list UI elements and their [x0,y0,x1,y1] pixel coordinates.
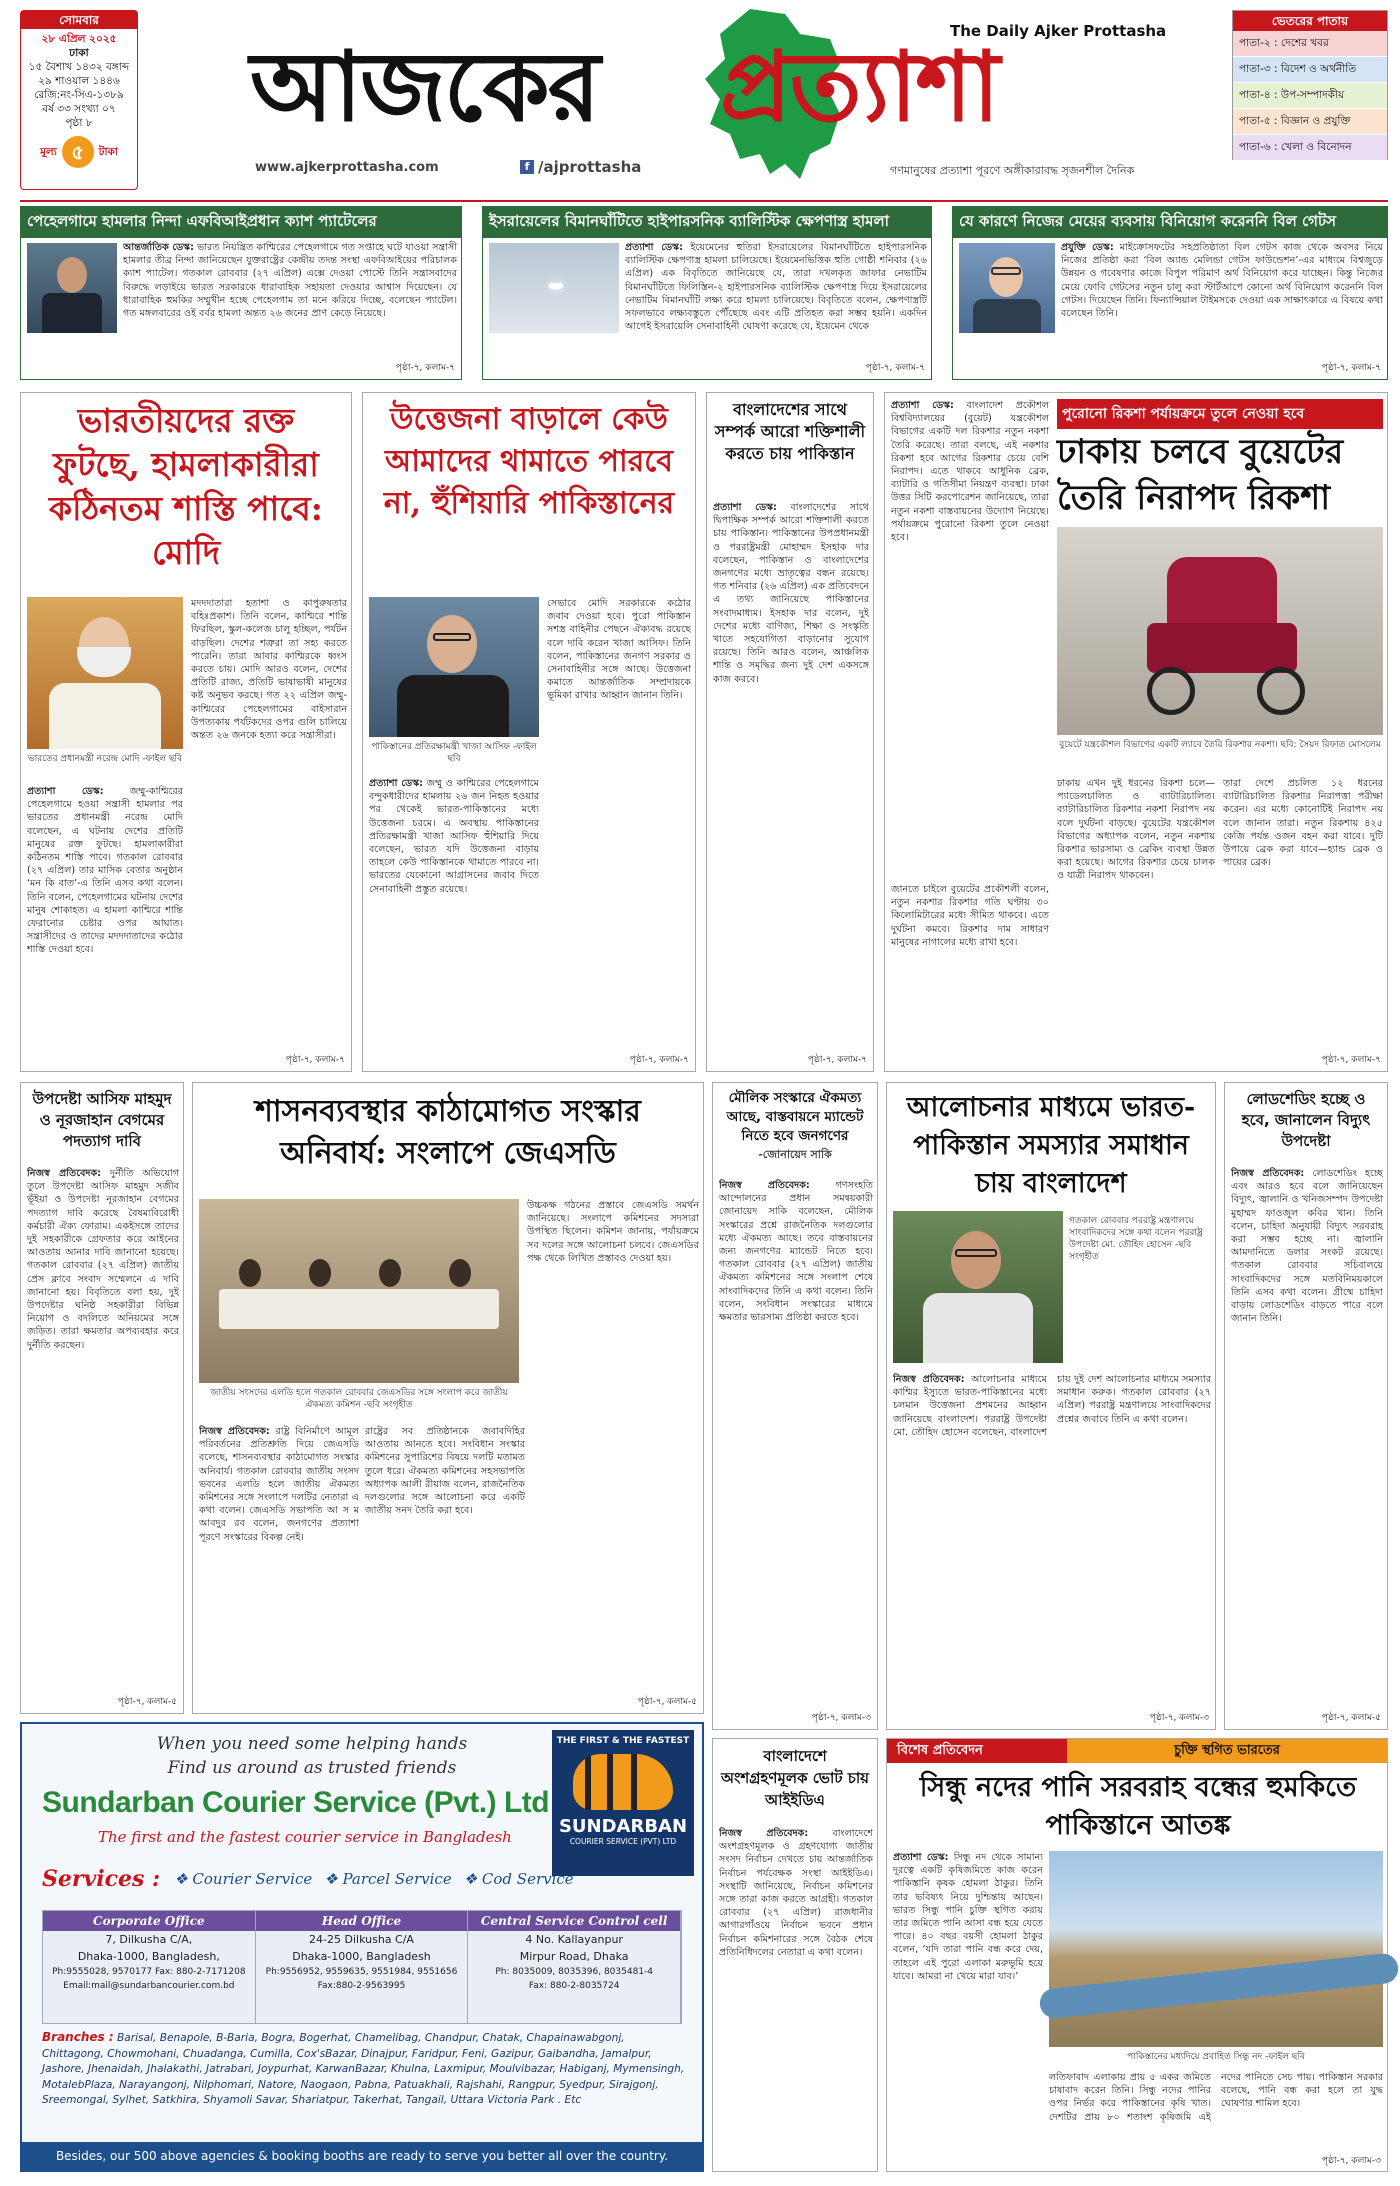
ad-office-title: Head Office [256,1911,468,1931]
index-item[interactable]: পাতা-৫ : বিজ্ঞান ও প্রযুক্তি [1233,109,1387,135]
story-modi-col1 [27,785,183,1065]
teaser-gates-title: যে কারণে নিজের মেয়ের ব্যবসায় বিনিয়োগ করেননি বিল গেটস [953,207,1387,238]
diamond-bullet-icon: ❖ [324,1870,343,1888]
teaser-fbi-title: পেহেলগামে হামলার নিন্দা এফবিআইপ্রধান ক্যাশ প্যাটেলের [21,207,461,238]
ad-office-line: 4 No. Kallayanpur [525,1933,623,1946]
story-rickshaw-lead: প্রত্যাশা ডেস্ক: [891,400,954,411]
facebook-icon: f [520,160,534,174]
story-ind-pak-headline: আলোচনার মাধ্যমে ভারত-পাকিস্তান সমস্যার সমাধান চায় বাংলাদেশ [906,1092,1196,1199]
ad-tagline-1: When you need some helping hands [156,1734,468,1754]
story-rickshaw-kicker: পুরোনো রিকশা পর্যায়ক্রমে তুলে নেওয়া হবে [1057,399,1383,429]
ad-sundarban[interactable] [20,1722,704,2172]
dateline-city: ঢাকা [69,47,89,59]
title-part-2: প্রত্যাশা [720,30,999,143]
masthead [0,0,1400,202]
story-indus-kicker-right: চুক্তি স্থগিত ভারতের [1067,1739,1387,1763]
ad-office-line: 7, Dilkusha C/A, [105,1933,193,1946]
facebook-handle: /ajprottasha [538,158,642,176]
ad-office-line: Dhaka-1000, Bangladesh [292,1950,431,1963]
ad-branches-label: Branches : [42,2030,114,2044]
newspaper-title [250,18,1230,168]
teaser-israel-body [625,241,927,359]
story-reform-col1 [199,1425,359,1691]
website-link[interactable]: www.ajkerprottasha.com [255,160,439,175]
ad-office-title: Central Service Control cell [468,1911,680,1931]
ad-office-line: Fax:880-2-9563995 [317,1981,406,1991]
ad-office-line: Mirpur Road, Dhaka [519,1950,629,1963]
story-asif-ref: পৃষ্ঠা-৭, কলাম-৫ [117,1697,177,1707]
dateline-reg: রেজি:নং-সিএ-১৩৮৯ [34,89,124,101]
story-bd-pak-lead: প্রত্যাশা ডেস্ক: [713,502,777,513]
story-bd-pak-body [713,501,869,1049]
story-bd-pak-headline: বাংলাদেশের সাথে সম্পর্ক আরো শক্তিশালী করতে চায় পাকিস্তান [714,400,866,463]
story-modi-caption: ভারতের প্রধানমন্ত্রী নরেন্দ্র মোদি -ফাইল ছবি [27,754,183,764]
teaser-gates[interactable] [952,206,1388,380]
story-bd-pak-ref: পৃষ্ঠা-৭, কলাম-৭ [807,1055,867,1065]
story-modi[interactable] [20,392,352,1072]
story-asif-text: দুর্নীতি অভিযোগ তুলে উপদেষ্টা আসিফ মাহমুদ সজীব ভূঁইয়া ও উপদেষ্টা নূরজাহান বেগমের পদত্যাগ দাবি করেছে বৈষম্যবিরোধী কর্মচারী ঐক্য ফোরাম। একইসঙ্গে তাদের দুই সহকারীকে গ্রেফতার করে আইনের আওতায় আনার দাবি জানানো হয়েছে। গতকাল রোববার (২৭ এপ্রিল) জাতীয় প্রেস ক্লাবে সংবাদ সম্মেলনে এ দাবি জানানো হয়। বিবৃতিতে বলা হয়, দুই উপদেষ্টার ঘনিষ্ঠ সহকারীরা বিভিন্ন নিয়োগ ও বদলিতে অনিয়মের সঙ্গে জড়িত। তারা ক্ষমতার অপব্যবহার করে দুর্নীতি করছেন। [27,1168,179,1351]
story-reform-photo [199,1199,519,1383]
ad-logo-sub: COURIER SERVICE (PVT) LTD [569,1837,677,1846]
dateline-date-bn: ১৫ বৈশাখ ১৪৩২ বঙ্গাব্দ [28,61,130,73]
index-title: ভেতরের পাতায় [1233,11,1387,31]
teaser-fbi[interactable] [20,206,462,380]
story-asif[interactable] [20,1082,184,1714]
index-list [1233,31,1387,161]
ad-office [468,1911,681,2023]
index-item[interactable]: পাতা-৬ : খেলা ও বিনোদন [1233,135,1387,161]
ad-tagline-2: Find us around as trusted friends [167,1758,457,1778]
teaser-fbi-body [123,241,457,345]
story-reform-lead: নিজস্ব প্রতিবেদক: [199,1426,270,1437]
teaser-israel-lead: প্রত্যাশা ডেস্ক: [625,242,683,253]
story-pakistan-photo [369,597,539,737]
ad-services-label: Services : [42,1866,161,1892]
story-reform-caption: জাতীয় সংসদের এলডি হলে গতকাল রোববার জেএসডির সঙ্গে সংলাপ করে জাতীয় ঐকমত্য কমিশন -ছবি সংগৃহীত [210,1388,508,1410]
story-pakistan-col2 [547,597,691,1049]
story-rickshaw-col1 [891,399,1049,879]
story-indus-ref: পৃষ্ঠা-৭, কলাম-৩ [1321,2156,1381,2166]
story-loadshedding-text: লোডশেডিং হচ্ছে এবং আরও হবে বলে জানিয়েছেন বিদ্যুৎ, জ্বালানি ও খনিজসম্পদ উপদেষ্টা মুহাম্মদ ফাওজুল কবির খান। তিনি বলেন, চাহিদা অনুযায়ী বিদ্যুৎ সরবরাহ করা সম্ভব হচ্ছে না। জ্বালানি আমদানিতে ডলার সংকট রয়েছে। গতকাল রোববার সচিবালয়ে সাংবাদিকদের সঙ্গে মতবিনিময়কালে তিনি এসব কথা বলেন। গ্রীষ্মে চাহিদা বাড়ায় লোডশেডিং বাড়তে পারে বলে জানান তিনি। [1231,1168,1383,1325]
dateline-date-hijri: ২৯ শাওয়াল ১৪৪৬ [38,75,120,87]
story-rickshaw-photo [1057,527,1383,735]
story-indus-kicker-left: বিশেষ প্রতিবেদন [887,1739,1067,1763]
ad-office-line: Dhaka-1000, Bangladesh, [77,1950,220,1963]
story-loadshedding-body [1231,1167,1383,1707]
ad-office-line: Ph:9555028, 9570177 Fax: 880-2-7171208 [52,1967,246,1977]
ad-office-line: Fax: 880-2-8035724 [528,1981,620,1991]
price-label: মূল্য [40,146,57,158]
story-rickshaw-col2-text: ঢাকায় এখন দুই ধরনের রিকশা চলে—প্যাডেলচালিত ও ব্যাটারিচালিত। ব্যাটারিচালিত রিকশার নকশা নিরাপদ নয় বলে দুর্ঘটনা বাড়ছে। বুয়েটের যন্ত্রকৌশল বিভাগের অধ্যাপক বলেন, নতুন নকশায় রিকশার ভারসাম্য ও ব্রেকিং ব্যবস্থা উন্নত করা হয়েছে। আগের রিকশার চেয়ে চালক ও যাত্রী নিরাপদ থাকবেন। [1057,778,1215,882]
teaser-gates-text: মাইক্রোসফটের সহপ্রতিষ্ঠাতা বিল গেটস কাজ থেকে অবসর নিয়ে নিজের প্রতিষ্ঠা করা ‘বিল অ্যান্ড মেলিন্ডা গেটস ফাউন্ডেশন’-এর মাধ্যমে বিশ্বজুড়ে উন্নয়ন ও গবেষণার কাজে বিপুল পরিমাণ অর্থ বিনিয়োগ করে যাচ্ছেন। কিন্তু নিজের মেয়ে ফোবি গেটসের নতুন চালু করা স্টার্টআপে কোনো অর্থ বিনিয়োগ করেননি বিল গেটস। দিয়েছেন তিনি। ফিন্যান্সিয়াল টাইমসকে দেওয়া এক সাক্ষাৎকারে এ বিষয়ে কথা বলেছেন তিনি। [1061,242,1383,320]
story-ind-pak-photo [893,1211,1063,1363]
story-pakistan-col1 [369,777,539,1065]
dateline-day: সোমবার [21,11,137,29]
diamond-bullet-icon: ❖ [174,1870,193,1888]
story-loadshedding-lead: নিজস্ব প্রতিবেদক: [1231,1168,1305,1179]
story-asif-lead: নিজস্ব প্রতিবেদক: [27,1168,102,1179]
teaser-israel[interactable] [482,206,932,380]
ad-footer: Besides, our 500 above agencies & booking booths are ready to serve you better all over the country. [22,2142,702,2170]
story-ind-pak-lead: নিজস্ব প্রতিবেদক: [893,1374,965,1385]
story-consensus-byline: -জোনায়েদ সাকি [758,1148,832,1161]
story-ied-body [719,1827,873,2167]
facebook-link[interactable] [520,158,641,176]
dateline-box [20,10,138,190]
teaser-gates-body [1061,241,1383,359]
dateline-pages: পৃষ্ঠা ৮ [65,117,93,129]
ad-slogan: The first and the fastest courier service in Bangladesh [98,1828,512,1846]
index-box [1232,10,1388,160]
story-consensus-lead: নিজস্ব প্রতিবেদক: [719,1180,810,1191]
ad-logo [552,1730,694,1876]
story-ind-pak-body [893,1373,1211,1707]
ad-branches [42,2030,686,2109]
story-modi-col2-text: মদদদাতারা হতাশা ও কাপুরুষতার বহিঃপ্রকাশ। তিনি বলেন, কাশ্মিরে শান্তি ফিরছিল, স্কুল-কলেজ চালু হচ্ছিল, পর্যটন বাড়ছিল। দেশের শত্রুরা তা সহ্য করতে পারেনি। তারা আবার কাশ্মিরকে ধ্বংস করতে চায়। মোদি আরও বলেন, দেশের প্রতিটি রাজ্য, প্রতিটি ভাষাভাষী মানুষের কষ্ট অনুভব করছে। গত ২২ এপ্রিল জম্মু-কাশ্মিরের পেহেলগামের বাইসারান উপত্যকায় পর্যটকদের ওপর গুলি চালিয়ে অন্তত ২৬ জনকে হত্যা করে সন্ত্রাসীরা। [191,598,347,742]
story-ind-pak[interactable] [886,1082,1216,1730]
story-rickshaw-caption: বুয়েটে যন্ত্রকৌশল বিভাগের একটি ল্যাবে তৈরি রিকশার নকশা। ছবি: সৈয়দ রিফাত মোসলেম [1059,740,1381,750]
ad-services-list [174,1870,574,1888]
story-pakistan-caption: পাকিস্তানের প্রতিরক্ষামন্ত্রী খাজা আসিফ -ফাইল ছবি [371,742,537,764]
story-rickshaw-headline: ঢাকায় চলবে বুয়েটের তৈরি নিরাপদ রিকশা [1057,432,1344,518]
story-asif-headline: উপদেষ্টা আসিফ মাহমুদ ও নূরজাহান বেগমের পদত্যাগ দাবি [32,1090,172,1150]
teaser-israel-photo [489,243,619,333]
ad-office-line: 24-25 Dilkusha C/A [309,1933,414,1946]
story-loadshedding-headline: লোডশেডিং হচ্ছে ও হবে, জানালেন বিদ্যুৎ উপদেষ্টা [1241,1090,1371,1150]
story-modi-lead: প্রত্যাশা ডেস্ক: [27,786,104,797]
story-reform-headline: শাসনব্যবস্থার কাঠামোগত সংস্কার অনিবার্য: সংলাপে জেএসডি [255,1094,641,1171]
story-rickshaw-col4-text: জানতে চাইলে বুয়েটের প্রকৌশলী বলেন, নতুন নকশার রিকশার গতি ঘণ্টায় ৩০ কিলোমিটারের মধ্যে সীমিত থাকবে। এতে দুর্ঘটনা কমবে। রিকশার দাম সাধারণ মানুষের নাগালের মধ্যে রাখা হবে। [891,884,1049,948]
ad-service-label: Courier Service [192,1870,313,1888]
story-loadshedding[interactable] [1224,1082,1388,1730]
ad-service-item [174,1870,312,1888]
ad-branches-text: Barisal, Benapole, B-Baria, Bogra, Bogerhat, Chamelibag, Chandpur, Chatak, Chapainawabgonj, Chittagong, Chowmohani, Chuadanga, Cumilla, Cox'sBazar, Dinajpur, Faridpur, Feni, Gazipur, Gaibandha, Jamalpur, Jashore, Jhenaidah, Jhalakathi, Jatrabari, Joypurhat, KarwanBazar, Khulna, Laxmipur, Moulvibazar, Habiganj, Mymensingh, MotalebPlaza, Narayangonj, Nilphomari, Natore, Naogaon, Pabna, Patuakhali, Rajshahi, Rangpur, Syedpur, Sirajgonj, Sreemongal, Sylhet, Satkhira, Shyamoli Savar, Shariatpur, Takerhat, Tangail, Uttara Victoria Park . Etc [42,2032,685,2107]
story-asif-body [27,1167,179,1691]
story-ied[interactable] [712,1738,878,2172]
ad-office-line: Email:mail@sundarbancourier.com.bd [63,1981,235,1991]
diamond-bullet-icon: ❖ [463,1870,482,1888]
story-rickshaw-col3-text: তারা দেশে প্রচলিত ১২ ধরনের ব্যাটারিচালিত রিকশার নিরাপত্তা পরীক্ষা করেন। এর মধ্যে কোনোটিই নিরাপদ নয় বলে জানান তারা। নতুন রিকশায় ৪২৫ কেজি পর্যন্ত ওজন বহন করা যাবে। দুটি উপায়ে ব্রেক করা যাবে—হ্যান্ড ব্রেক ও পায়ের ব্রেক। [1223,778,1383,869]
ad-office-line: Ph: 8035009, 8035396, 8035481-4 [495,1967,654,1977]
ad-service-item [464,1870,574,1888]
story-consensus-ref: পৃষ্ঠা-৭, কলাম-৩ [811,1713,871,1723]
story-reform-col3 [527,1199,699,1415]
story-reform-ref: পৃষ্ঠা-৭, কলাম-৫ [637,1697,697,1707]
ad-service-item [324,1870,451,1888]
teaser-fbi-photo [27,243,117,333]
ad-logo-top: THE FIRST & THE FASTEST [556,1736,690,1746]
teaser-gates-ref: পৃষ্ঠা-৭, কলাম-৭ [1321,363,1381,373]
story-bd-pak-text: বাংলাদেশের সাথে দ্বিপাক্ষিক সম্পর্ক আরো শক্তিশালী করতে চায় পাকিস্তান। পাকিস্তানের উপপ্রধানমন্ত্রী ও পররাষ্ট্রমন্ত্রী মোহাম্মদ ইসহাক দার বলেছেন, পাকিস্তান ও বাংলাদেশের জনগণের মধ্যে ভ্রাতৃত্বের বন্ধন রয়েছে। গত শনিবার (২৬ এপ্রিল) এক প্রতিবেদনে এ তথ্য জানিয়েছে পাকিস্তানের সংবাদমাধ্যম। ইসহাক দার বলেন, দুই দেশের মধ্যে বাণিজ্য, শিক্ষা ও সংস্কৃতি খাতে সহযোগিতা বাড়ানোর সুযোগ রয়েছে। তিনি আরও বলেন, আঞ্চলিক শান্তি ও সমৃদ্ধির জন্য দুই দেশ একসঙ্গে কাজ করবে। [713,502,869,685]
story-pakistan-col1-text: জম্মু ও কাশ্মিরের পেহেলগামে বন্দুকধারীদের হামলায় ২৬ জন নিহত হওয়ার পর থেকেই ভারত-পাকিস্তানের মধ্যে উত্তেজনা চরমে। এ অবস্থায় পাকিস্তানের প্রতিরক্ষামন্ত্রী খাজা আসিফ হুঁশিয়ারি দিয়ে বলেছেন, ভারত যদি উত্তেজনা বাড়ায় তাহলে কেউ পাকিস্তানকে থামাতে পারবে না। ভারতের যেকোনো আগ্রাসনের জবাব দিতে সেনাবাহিনী প্রস্তুত রয়েছে। [369,778,539,895]
tiger-icon [573,1754,673,1810]
story-modi-col2 [191,597,347,1049]
ad-office-title: Corporate Office [43,1911,255,1931]
story-ied-headline: বাংলাদেশে অংশগ্রহণমূলক ভোট চায় আইইডিএ [720,1747,870,1809]
ad-company: Sundarban Courier Service (Pvt.) Ltd [42,1786,550,1819]
story-bd-pak[interactable] [706,392,874,1072]
story-reform-col3-text: উচ্চকক্ষ গঠনের প্রস্তাবে জেএসডি সমর্থন জানিয়েছে। সংলাপে কমিশনের সদস্যরা উপস্থিত ছিলেন। কমিশন জানায়, পর্যায়ক্রমে সব দলের সঙ্গে আলোচনা চলবে। জেএসডির পক্ষ থেকে লিখিত প্রস্তাবও দেওয়া হয়। [527,1200,699,1264]
story-indus-col2-text: লতিফাবাদ এলাকায় প্রায় ৫ একর জমিতে চাষাবাদ করেন তিনি। সিন্ধু নদের পানির ওপর নির্ভর করে পাকিস্তানের কৃষি খাত। দেশটির প্রায় ৮০ শতাংশ কৃষিজমি এই নদের পানিতে সেচ পায়। পাকিস্তান সরকার বলেছে, পানি বন্ধ করা হলে তা যুদ্ধ ঘোষণার শামিল হবে। [1049,2072,1383,2123]
dateline-issue: বর্ষ ৩৩ সংখ্যা ০৭ [42,103,116,115]
ad-office-line: Ph:9556952, 9559635, 9551984, 9551656 [265,1967,458,1977]
story-rickshaw-col4 [891,883,1049,1063]
story-consensus-text: গণসংহতি আন্দোলনের প্রধান সমন্বয়কারী জোনায়েদ সাকি বলেছেন, মৌলিক সংস্কারের প্রশ্নে রাজনৈতিক দলগুলোর মধ্যে ঐকমত্য আছে। তবে বাস্তবায়নের জন্য জনগণের ম্যান্ডেট নিতে হবে। গতকাল রোববার (২৭ এপ্রিল) জাতীয় ঐকমত্য কমিশনের সঙ্গে সংলাপ শেষে সাংবাদিকদের তিনি এ কথা বলেন। তিনি বলেন, সংবিধান সংস্কারের মাধ্যমে ক্ষমতার ভারসাম্য প্রতিষ্ঠা করতে হবে। [719,1180,873,1324]
story-modi-photo [27,597,183,749]
title-part-1: আজকের [250,30,599,143]
dateline-date-en: ২৮ এপ্রিল ২০২৫ [41,33,117,45]
index-item[interactable]: পাতা-২ : দেশের খবর [1233,31,1387,57]
story-rickshaw-col1-text: বাংলাদেশ প্রকৌশল বিশ্ববিদ্যালয়ের (বুয়েট) যন্ত্রকৌশল বিভাগের একটি দল রিকশার নতুন নকশা তৈরি করেছে। তারা বলছে, এই নকশার রিকশা হবে আগের রিকশার চেয়ে বেশি নিরাপদ। এতে থাকবে আধুনিক ব্রেক, ব্যাটারি ও গতিসীমা নিয়ন্ত্রণ ব্যবস্থা। ঢাকা উত্তর সিটি করপোরেশন জানিয়েছে, তারা নতুন নকশা বাস্তবায়নের উদ্যোগ নিয়েছে। পর্যায়ক্রমে পুরোনো রিকশা তুলে নেওয়া হবে। [891,400,1049,544]
story-modi-ref: পৃষ্ঠা-৭, কলাম-৭ [285,1055,345,1065]
tagline: গণমানুষের প্রত্যাশা পূরণে অঙ্গীকারাবদ্ধ সৃজনশীল দৈনিক [890,164,1135,177]
teaser-israel-title: ইসরায়েলের বিমানঘাঁটিতে হাইপারসনিক ব্যালিস্টিক ক্ষেপণাস্ত্র হামলা [483,207,931,238]
teasers-row [20,206,1388,382]
story-consensus-body [719,1179,873,1705]
story-reform-col2-text: রাষ্ট্রের সব প্রতিষ্ঠানকে জবাবদিহির আওতায় আনতে হবে। সংবিধান সংস্কার কমিশনের সুপারিশের বিষয়ে দলটি মতামত তুলে ধরে। ঐকমত্য কমিশনের সহসভাপতি অধ্যাপক আলী রীয়াজ বলেন, রাজনৈতিক দলগুলোর সঙ্গে আলোচনা করে একটি জাতীয় সনদ তৈরি করা হবে। [365,1426,525,1517]
story-ied-text: বাংলাদেশে অংশগ্রহণমূলক ও গ্রহণযোগ্য জাতীয় সংসদ নির্বাচন দেখতে চায় আন্তর্জাতিক নির্বাচন পর্যবেক্ষক সংস্থা আইইডিএ। সংস্থাটি জানিয়েছে, নির্বাচন কমিশনের সঙ্গে তারা কাজ করতে আগ্রহী। গতকাল রোববার (২৭ এপ্রিল) রাজধানীর আগারগাঁওয়ে নির্বাচন ভবনে প্রধান নির্বাচন কমিশনারের সঙ্গে বৈঠক শেষে প্রতিনিধিদলের নেতারা এ কথা বলেন। [719,1828,873,1958]
story-ind-pak-caption: গতকাল রোববার পররাষ্ট্র মন্ত্রণালয়ে সাংবাদিকদের সঙ্গে কথা বলেন পররাষ্ট্র উপদেষ্টা মো. তৌহিদ হোসেন -ছবি সংগৃহীত [1069,1216,1203,1262]
teaser-israel-ref: পৃষ্ঠা-৭, কলাম-৭ [865,363,925,373]
story-modi-col1-text: জম্মু-কাশ্মিরের পেহেলগামে হওয়া সন্ত্রাসী হামলার পর ভারতের প্রধানমন্ত্রী নরেন্দ্র মোদি বলেছেন, এ ঘটনায় দেশের প্রতিটি মানুষের রক্ত ফুটছে। হামলাকারীরা কঠিনতম শাস্তি পাবে। গতকাল রোববার (২৭ এপ্রিল) তার মাসিক বেতার অনুষ্ঠান ‘মন কি বাত’-এ তিনি এসব কথা বলেন। তিনি বলেন, পেহেলগামের ঘটনায় দেশের মানুষ শোকাহত। এ হামলা কাশ্মিরে শান্তি ফেরানোর চেষ্টার ওপর আঘাত। সন্ত্রাসীদের ও তাদের মদদদাতাদের কঠোর শাস্তি দেওয়া হবে। [27,786,183,956]
story-reform-col1-text: রাষ্ট্র বিনির্মাণে আমূল পরিবর্তনের প্রতিশ্রুতি দিয়ে জেএসডি বলেছে, শাসনব্যবস্থার কাঠামোগত সংস্কার অনিবার্য। গতকাল রোববার জাতীয় সংসদ ভবনের এলডি হলে জাতীয় ঐকমত্য কমিশনের সঙ্গে সংলাপে দলটির নেতারা এ কথা বলেন। জেএসডি সভাপতি আ স ম আবদুর রব বলেন, জনগণের প্রত্যাশা পূরণে সংস্কারের বিকল্প নেই। [199,1426,359,1543]
story-rickshaw-ref: পৃষ্ঠা-৭, কলাম-৭ [1321,1055,1381,1065]
ad-tagline [142,1732,482,1780]
story-pakistan-col2-text: সেভাবে মোদি সরকারকে কঠোর জবাব দেওয়া হবে। পুরো পাকিস্তান সশস্ত্র বাহিনীর পেছনে ঐক্যবদ্ধ রয়েছে বলে দাবি করেন খাজা আসিফ। তিনি বলেন, পাকিস্তানের জনগণ সরকার ও সেনাবাহিনীর সঙ্গে আছে। উত্তেজনা কমাতে আন্তর্জাতিক সম্প্রদায়কে ভূমিকা রাখার আহ্বান জানান তিনি। [547,598,691,702]
ad-offices [42,1910,682,2024]
story-pakistan-headline: উত্তেজনা বাড়ালে কেউ আমাদের থামাতে পারবে না, হুঁশিয়ারি পাকিস্তানের [383,402,675,521]
story-rickshaw-col2 [1057,777,1215,1049]
ad-logo-name: SUNDARBAN [558,1816,688,1837]
story-indus-lead: প্রত্যাশা ডেস্ক: [893,1852,949,1863]
story-indus[interactable] [886,1738,1388,2172]
teaser-gates-photo [959,243,1055,333]
story-loadshedding-ref: পৃষ্ঠা-৭, কলাম-৫ [1321,1713,1381,1723]
story-indus-caption: পাকিস্তানের মধ্যদিয়ে প্রবাহিত সিন্ধু নদ -ফাইল ছবি [1127,2052,1305,2062]
story-reform[interactable] [192,1082,704,1714]
story-pakistan-ref: পৃষ্ঠা-৭, কলাম-৭ [629,1055,689,1065]
story-rickshaw-col3 [1223,777,1383,1049]
story-indus-col1 [893,1851,1043,2167]
story-indus-headline: সিন্ধু নদের পানি সরবরাহ বন্ধের হুমকিতে পাকিস্তানে আতঙ্ক [919,1772,1357,1841]
price-value: ৫ [62,136,94,168]
price-unit: টাকা [98,146,118,158]
ad-service-label: Cod Service [481,1870,574,1888]
teaser-fbi-ref: পৃষ্ঠা-৭, কলাম-৭ [395,363,455,373]
teaser-gates-lead: প্রযুক্তি ডেস্ক: [1061,242,1114,253]
story-consensus-headline: মৌলিক সংস্কারে ঐকমত্য আছে, বাস্তবায়নে ম্যান্ডেট নিতে হবে জনগণের [726,1090,864,1144]
story-consensus[interactable] [712,1082,878,1730]
index-item[interactable]: পাতা-৪ : উপ-সম্পাদকীয় [1233,83,1387,109]
ad-office [256,1911,469,2023]
story-rickshaw[interactable] [884,392,1388,1072]
price-badge [21,136,137,168]
story-pakistan[interactable] [362,392,696,1072]
story-ind-pak-ref: পৃষ্ঠা-৭, কলাম-৩ [1149,1713,1209,1723]
teaser-fbi-lead: আন্তর্জাতিক ডেস্ক: [123,242,194,253]
story-modi-headline: ভারতীয়দের রক্ত ফুটছে, হামলাকারীরা কঠিনতম শাস্তি পাবে: মোদি [49,401,323,572]
teaser-fbi-text: ভারত নিয়ন্ত্রিত কাশ্মিরের পেহেলগামে গত সপ্তাহে ঘটে যাওয়া সন্ত্রাসী হামলার তীব্র নিন্দা জানিয়েছেন যুক্তরাষ্ট্রের কেন্দ্রীয় তদন্ত সংস্থা এফবিআইয়ের পরিচালক ক্যাশ প্যাটেল। গতকাল রোববার (২৭ এপ্রিল) এক্সে দেওয়া পোস্টে তিনি সন্ত্রাসবাদের বিরুদ্ধে লড়াইয়ে ভারত সরকারকে ধারাবাহিক সহায়তা দেওয়ার আশ্বাস দিয়েছেন। যে ধারাবাহিক হুমকির সম্মুখীন হচ্ছে পেহেলগাম তা মনে করিয়ে দিচ্ছে, বলেছেন প্যাটেল। গত মঙ্গলবারের ওই বর্বর হামলা অন্তত ২৬ জনের প্রাণ কেড়ে নিয়েছে। [123,242,457,320]
story-indus-col1-text: সিন্ধু নদ থেকে সামান্য দূরত্বে একটি কৃষিজমিতে কাজ করেন পাকিস্তানি কৃষক হোমলা ঠাকুর। তিনি তার ভবিষ্যৎ নিয়ে দুশ্চিন্তায় আছেন। ভারত সিন্ধু পানি চুক্তি স্থগিত করায় তার জমিতে পানি আসা বন্ধ হয়ে যেতে পারে। ৪০ বছর বয়সী হোমলা ঠাকুর বলেন, ‘যদি তারা পানি বন্ধ করে দেয়, তাহলে এই পুরো এলাকা মরুভূমি হয়ে যাবে। আমরা না খেয়ে মারা যাব।’ [893,1852,1043,1982]
teaser-israel-text: ইয়েমেনের হুতিরা ইসরায়েলের বিমানঘাঁটিতে হাইপারসনিক ব্যালিস্টিক ক্ষেপণাস্ত্র হামলা চালিয়েছে। ইয়েমেনভিত্তিক হুতি গোষ্ঠী শনিবার (২৬ এপ্রিল) এক বিবৃতিতে জানিয়েছে যে, তারা দখলকৃত জাফার নেভাটিম বিমানঘাঁটিতে ফিলিস্তিন-২ হাইপারসনিক ব্যালিস্টিক ক্ষেপণাস্ত্র দিয়ে ইসরায়েলের নেভাটিম বিমানঘাঁটি লক্ষ্য করে হামলা চালিয়েছে। বিবৃতিতে বলেন, ক্ষেপণাস্ত্রটি সফলভাবে লক্ষ্যবস্তুতে পৌঁছেছে এবং এটি প্রতিহত করা সম্ভব হয়নি। একদিন আগেই ইসরায়েলি সেনাবাহিনী ঘোষণা করেছে যে, ইয়েমেন থেকে [625,242,927,333]
story-ind-pak-text: আলোচনার মাধ্যমে কাশ্মির ইস্যুতে ভারত-পাকিস্তানের মধ্যে চলমান উত্তেজনা প্রশমনের আহ্বান জানিয়েছে বাংলাদেশ। পররাষ্ট্র উপদেষ্টা মো. তৌহিদ হোসেন বলেছেন, বাংলাদেশ চায় দুই দেশ আলোচনার মাধ্যমে সমস্যার সমাধান করুক। গতকাল রোববার (২৭ এপ্রিল) পররাষ্ট্র মন্ত্রণালয়ে সাংবাদিকদের প্রশ্নের জবাবে তিনি এ কথা বলেন। [893,1374,1211,1438]
english-name: The Daily Ajker Prottasha [950,22,1167,40]
story-indus-photo [1049,1851,1383,2047]
story-indus-col2 [1049,2071,1383,2151]
story-ied-lead: নিজস্ব প্রতিবেদক: [719,1828,809,1839]
ad-office [43,1911,256,2023]
index-item[interactable]: পাতা-৩ : বিদেশ ও অর্থনীতি [1233,57,1387,83]
story-reform-col2 [365,1425,525,1691]
story-pakistan-lead: প্রত্যাশা ডেস্ক: [369,778,423,789]
ad-services [42,1866,574,1892]
ad-service-label: Parcel Service [342,1870,452,1888]
